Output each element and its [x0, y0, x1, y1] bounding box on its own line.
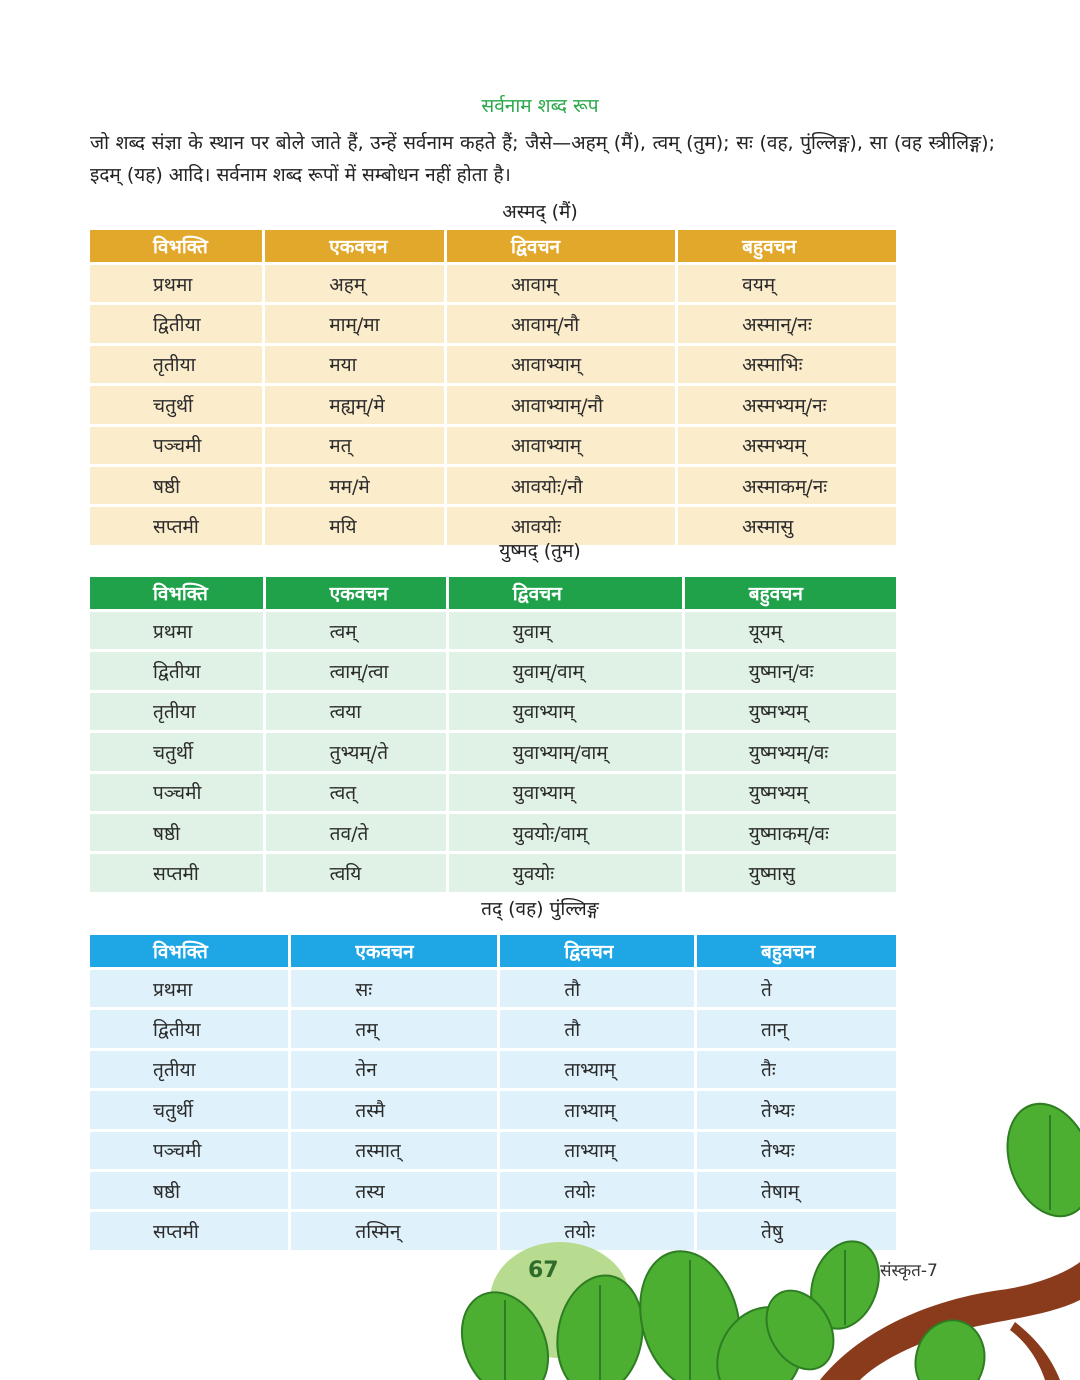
- form-cell: त्वाम्/त्वा: [266, 649, 446, 689]
- form-cell: युष्मभ्यम्/वः: [685, 730, 896, 770]
- table-heading-yushmad: युष्मद् (तुम): [499, 540, 581, 562]
- form-cell: आवयोः: [447, 504, 675, 544]
- header-vibhakti: विभक्ति: [90, 230, 262, 262]
- form-cell: आवाम्/नौ: [447, 302, 675, 342]
- vibhakti-cell: सप्तमी: [90, 504, 262, 544]
- header-bahuvachan: बहुवचन: [678, 230, 896, 262]
- vibhakti-cell: द्वितीया: [90, 649, 263, 689]
- form-cell: माम्/मा: [265, 302, 444, 342]
- form-cell: तस्मै: [291, 1088, 497, 1128]
- form-cell: युवाभ्याम्: [449, 690, 682, 730]
- header-ekavachan: एकवचन: [266, 577, 446, 609]
- form-cell: त्वम्: [266, 609, 446, 649]
- form-cell: मह्यम्/मे: [265, 383, 444, 423]
- form-cell: तेभ्यः: [697, 1129, 896, 1169]
- header-vibhakti: विभक्ति: [90, 935, 288, 967]
- form-cell: युष्माकम्/वः: [685, 811, 896, 851]
- header-ekavachan: एकवचन: [265, 230, 444, 262]
- vibhakti-cell: षष्ठी: [90, 464, 262, 504]
- form-cell: अस्मान्/नः: [678, 302, 896, 342]
- vibhakti-cell: चतुर्थी: [90, 383, 262, 423]
- vibhakti-cell: पञ्चमी: [90, 1129, 288, 1169]
- form-cell: ताभ्याम्: [500, 1129, 694, 1169]
- header-dvivachan: द्विवचन: [500, 935, 694, 967]
- form-cell: तेषाम्: [697, 1169, 896, 1209]
- table-heading-tad: तद् (वह) पुंल्लिङ्ग: [481, 898, 599, 920]
- header-dvivachan: द्विवचन: [449, 577, 682, 609]
- form-cell: मम/मे: [265, 464, 444, 504]
- form-cell: सः: [291, 967, 497, 1007]
- form-cell: अस्मासु: [678, 504, 896, 544]
- intro-paragraph: जो शब्द संज्ञा के स्थान पर बोले जाते हैं, उन्हें सर्वनाम कहते हैं; जैसे—अहम् (मैं), त्वम् (तुम); सः (वह, पुंल्लिङ्ग), सा (वह स्त्रीलिङ्ग); इदम् (यह) आदि। सर्वनाम शब्द रूपों में सम्बोधन नहीं होता है।: [90, 132, 995, 186]
- vibhakti-cell: षष्ठी: [90, 811, 263, 851]
- form-cell: ते: [697, 967, 896, 1007]
- form-cell: युवयोः: [449, 851, 682, 891]
- form-cell: अस्माकम्/नः: [678, 464, 896, 504]
- table-heading-asmad: अस्मद् (मैं): [502, 201, 578, 223]
- form-cell: तुभ्यम्/ते: [266, 730, 446, 770]
- form-cell: अस्मभ्यम्: [678, 424, 896, 464]
- vibhakti-cell: सप्तमी: [90, 1209, 288, 1249]
- form-cell: तेन: [291, 1048, 497, 1088]
- form-cell: तयोः: [500, 1169, 694, 1209]
- header-ekavachan: एकवचन: [291, 935, 497, 967]
- section-title: सर्वनाम शब्द रूप: [481, 95, 599, 117]
- form-cell: तस्मात्: [291, 1129, 497, 1169]
- form-cell: युवयोः/वाम्: [449, 811, 682, 851]
- header-bahuvachan: बहुवचन: [697, 935, 896, 967]
- form-cell: युवाभ्याम्: [449, 771, 682, 811]
- vibhakti-cell: सप्तमी: [90, 851, 263, 891]
- form-cell: तैः: [697, 1048, 896, 1088]
- vibhakti-cell: चतुर्थी: [90, 730, 263, 770]
- form-cell: तस्मिन्: [291, 1209, 497, 1249]
- form-cell: युष्मभ्यम्: [685, 771, 896, 811]
- header-bahuvachan: बहुवचन: [685, 577, 896, 609]
- vibhakti-cell: तृतीया: [90, 690, 263, 730]
- header-dvivachan: द्विवचन: [447, 230, 675, 262]
- form-cell: आवयोः/नौ: [447, 464, 675, 504]
- form-cell: तस्य: [291, 1169, 497, 1209]
- form-cell: मयि: [265, 504, 444, 544]
- form-cell: आवाभ्याम्/नौ: [447, 383, 675, 423]
- vibhakti-cell: द्वितीया: [90, 302, 262, 342]
- form-cell: तव/ते: [266, 811, 446, 851]
- form-cell: तेषु: [697, 1209, 896, 1249]
- form-cell: त्वत्: [266, 771, 446, 811]
- form-cell: मत्: [265, 424, 444, 464]
- form-cell: तेभ्यः: [697, 1088, 896, 1128]
- form-cell: ताभ्याम्: [500, 1088, 694, 1128]
- form-cell: त्वयि: [266, 851, 446, 891]
- form-cell: यूयम्: [685, 609, 896, 649]
- form-cell: आवाम्: [447, 262, 675, 302]
- vibhakti-cell: षष्ठी: [90, 1169, 288, 1209]
- form-cell: मया: [265, 343, 444, 383]
- page-number: 67: [528, 1258, 559, 1283]
- form-cell: तम्: [291, 1007, 497, 1047]
- form-cell: युष्मासु: [685, 851, 896, 891]
- form-cell: अस्मभ्यम्/नः: [678, 383, 896, 423]
- header-vibhakti: विभक्ति: [90, 577, 263, 609]
- form-cell: तौ: [500, 967, 694, 1007]
- vibhakti-cell: प्रथमा: [90, 967, 288, 1007]
- form-cell: युवाभ्याम्/वाम्: [449, 730, 682, 770]
- vibhakti-cell: प्रथमा: [90, 609, 263, 649]
- vibhakti-cell: द्वितीया: [90, 1007, 288, 1047]
- form-cell: त्वया: [266, 690, 446, 730]
- form-cell: युवाम्/वाम्: [449, 649, 682, 689]
- form-cell: वयम्: [678, 262, 896, 302]
- book-name: संस्कृत-7: [880, 1261, 938, 1281]
- vibhakti-cell: पञ्चमी: [90, 771, 263, 811]
- form-cell: आवाभ्याम्: [447, 343, 675, 383]
- form-cell: तान्: [697, 1007, 896, 1047]
- form-cell: ताभ्याम्: [500, 1048, 694, 1088]
- form-cell: युष्मान्/वः: [685, 649, 896, 689]
- vibhakti-cell: तृतीया: [90, 1048, 288, 1088]
- form-cell: अहम्: [265, 262, 444, 302]
- vibhakti-cell: तृतीया: [90, 343, 262, 383]
- form-cell: अस्माभिः: [678, 343, 896, 383]
- vibhakti-cell: चतुर्थी: [90, 1088, 288, 1128]
- vibhakti-cell: प्रथमा: [90, 262, 262, 302]
- form-cell: युवाम्: [449, 609, 682, 649]
- form-cell: आवाभ्याम्: [447, 424, 675, 464]
- vibhakti-cell: पञ्चमी: [90, 424, 262, 464]
- form-cell: तौ: [500, 1007, 694, 1047]
- form-cell: तयोः: [500, 1209, 694, 1249]
- form-cell: युष्मभ्यम्: [685, 690, 896, 730]
